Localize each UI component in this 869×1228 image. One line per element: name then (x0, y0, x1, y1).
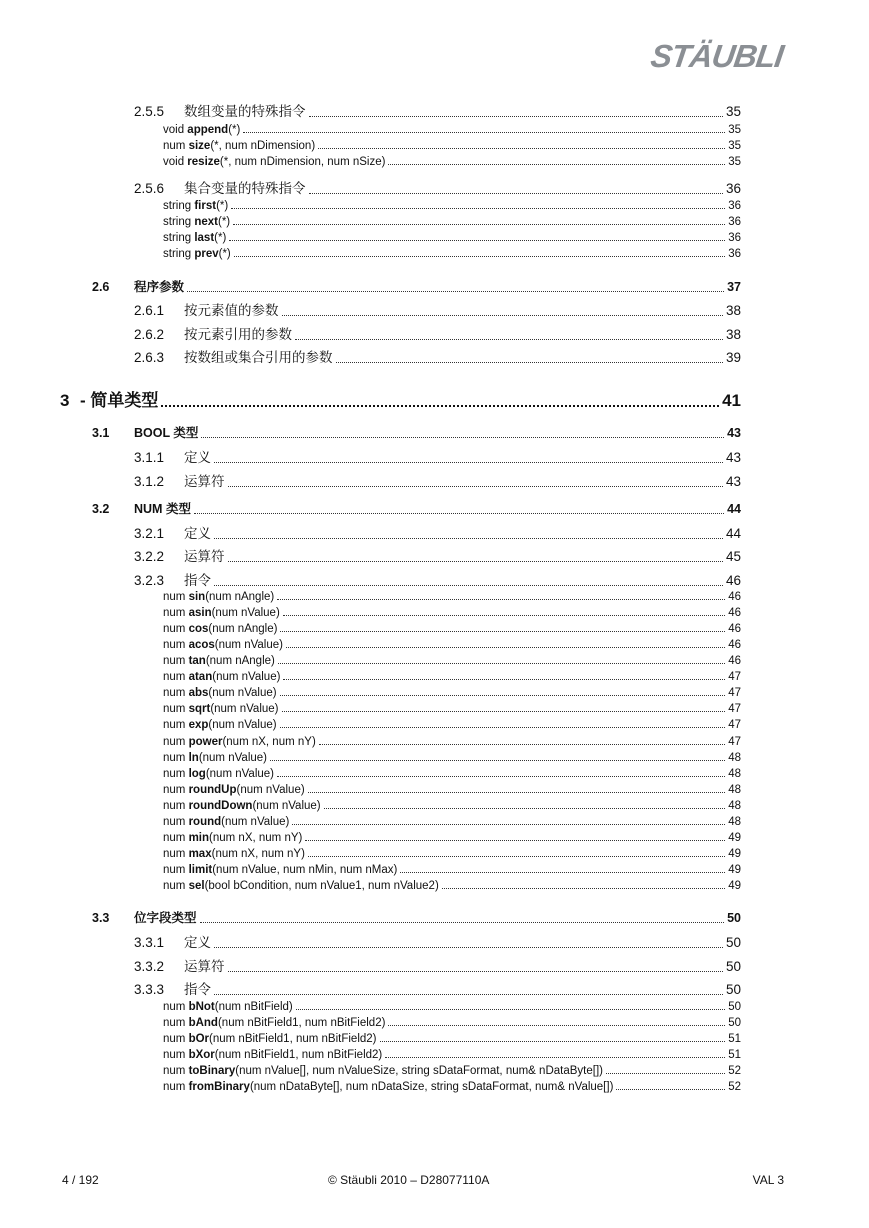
toc-entry-title: num abs(num nValue) (163, 687, 277, 699)
toc-entry-number: 3.2.3 (134, 573, 165, 588)
toc-entry-page: 36 (728, 216, 741, 228)
toc-entry-title: 定义 (184, 935, 211, 950)
toc-entry[interactable] (163, 816, 741, 828)
toc-dot-leader (228, 486, 723, 487)
toc-dot-leader (270, 760, 725, 761)
toc-entry-number: 2.6 (92, 280, 110, 294)
toc-entry[interactable] (134, 323, 741, 343)
toc-entry[interactable] (163, 800, 741, 812)
toc-entry-page: 50 (725, 935, 741, 950)
toc-dot-leader (231, 208, 725, 209)
toc-dot-leader (318, 148, 725, 149)
toc-dot-leader (277, 776, 725, 777)
toc-entry-page: 35 (725, 104, 741, 119)
toc-dot-leader (388, 164, 725, 165)
toc-entry-title: num roundDown(num nValue) (163, 800, 321, 812)
toc-entry-number: 2.6.1 (134, 303, 165, 318)
toc-entry-title: 程序参数 (134, 280, 185, 294)
toc-dot-leader (305, 840, 725, 841)
toc-entry-page: 36 (728, 200, 741, 212)
toc-dot-leader (286, 647, 725, 648)
toc-entry[interactable] (163, 864, 741, 876)
toc-entry-number: 2.5.6 (134, 181, 165, 196)
toc-entry[interactable] (134, 100, 741, 120)
toc-entry-title: NUM 类型 (134, 502, 191, 516)
toc-entry-page: 45 (725, 549, 741, 564)
toc-dot-leader (295, 339, 723, 340)
toc-entry-page: 39 (725, 350, 741, 365)
toc-dot-leader (229, 240, 725, 241)
toc-entry-number: 3.3 (92, 911, 110, 925)
toc-dot-leader (280, 695, 726, 696)
toc-entry-number: 3.2 (92, 502, 110, 516)
toc-entry-title: void append(*) (163, 124, 241, 136)
toc-entry-title: 运算符 (184, 549, 225, 564)
toc-entry-page: 46 (728, 607, 741, 619)
toc-entry-title: string first(*) (163, 200, 229, 212)
toc-dot-leader (380, 1041, 726, 1042)
toc-dot-leader (280, 631, 725, 632)
toc-dot-leader (336, 362, 723, 363)
toc-dot-leader (319, 744, 725, 745)
toc-entry[interactable] (163, 1065, 741, 1077)
toc-entry[interactable] (163, 591, 741, 603)
toc-entry-page: 48 (728, 784, 741, 796)
toc-entry-page: 49 (728, 848, 741, 860)
toc-entry-title: 按数组或集合引用的参数 (184, 350, 333, 365)
toc-dot-leader (282, 315, 723, 316)
toc-dot-leader (243, 132, 725, 133)
toc-entry[interactable] (163, 752, 741, 764)
toc-entry-title: num bOr(num nBitField1, num nBitField2) (163, 1033, 377, 1045)
toc-entry-title: BOOL 类型 (134, 426, 199, 440)
toc-entry-number: 3.1.1 (134, 450, 165, 465)
toc-entry[interactable] (134, 931, 741, 951)
toc-entry[interactable] (163, 216, 741, 228)
toc-entry[interactable] (163, 719, 741, 731)
toc-entry-number: 3.1.2 (134, 474, 165, 489)
toc-entry-title: num min(num nX, num nY) (163, 832, 303, 844)
toc-entry-title: num max(num nX, num nY) (163, 848, 305, 860)
toc-entry-page: 38 (725, 327, 741, 342)
toc-entry-page: 51 (728, 1033, 741, 1045)
toc-entry-title: 定义 (184, 450, 211, 465)
toc-entry-page: 48 (728, 816, 741, 828)
toc-dot-leader (228, 561, 723, 562)
toc-entry-number: 2.6.2 (134, 327, 165, 342)
toc-entry-number: 3.3.2 (134, 959, 165, 974)
toc-dot-leader (388, 1025, 725, 1026)
toc-entry-page: 35 (728, 156, 741, 168)
toc-entry[interactable] (163, 784, 741, 796)
toc-entry-title: num cos(num nAngle) (163, 623, 278, 635)
toc-entry[interactable] (163, 639, 741, 651)
toc-entry[interactable] (163, 703, 741, 715)
toc-dot-leader (308, 792, 726, 793)
toc-entry-page: 46 (728, 655, 741, 667)
toc-entry[interactable] (163, 200, 741, 212)
toc-entry[interactable] (163, 736, 741, 748)
toc-entry-page: 49 (728, 864, 741, 876)
toc-entry-title: num bAnd(num nBitField1, num nBitField2) (163, 1017, 386, 1029)
toc-entry-title: num asin(num nValue) (163, 607, 280, 619)
toc-entry[interactable] (163, 232, 741, 244)
toc-dot-leader (309, 193, 723, 194)
toc-entry[interactable] (134, 446, 741, 466)
toc-entry[interactable] (163, 768, 741, 780)
toc-entry[interactable] (134, 177, 741, 197)
toc-dot-leader (200, 922, 725, 923)
toc-entry[interactable] (163, 671, 741, 683)
toc-entry-title: 定义 (184, 526, 211, 541)
toc-entry-title: num roundUp(num nValue) (163, 784, 305, 796)
toc-entry[interactable] (92, 423, 741, 441)
toc-entry-title: void resize(*, num nDimension, num nSize) (163, 156, 386, 168)
toc-entry-title: num size(*, num nDimension) (163, 140, 316, 152)
toc-entry-title: 集合变量的特殊指令 (184, 181, 306, 196)
toc-entry-page: 50 (727, 911, 741, 925)
toc-entry-page: 50 (725, 982, 741, 997)
toc-entry-page: 48 (728, 752, 741, 764)
toc-dot-leader (616, 1089, 725, 1090)
toc-entry[interactable] (163, 1001, 741, 1013)
toc-entry-number: 3.1 (92, 426, 110, 440)
toc-entry-page: 50 (725, 959, 741, 974)
toc-entry-title: num limit(num nValue, num nMin, num nMax) (163, 864, 398, 876)
toc-entry[interactable] (163, 687, 741, 699)
toc-entry-page: 46 (728, 639, 741, 651)
toc-dot-leader (296, 1009, 725, 1010)
toc-entry[interactable] (134, 299, 741, 319)
toc-dot-leader (308, 856, 725, 857)
toc-entry-title: num sin(num nAngle) (163, 591, 275, 603)
footer-product: VAL 3 (752, 1173, 784, 1187)
toc-dot-leader (214, 947, 723, 948)
toc-dot-leader (277, 599, 725, 600)
toc-entry-title: num log(num nValue) (163, 768, 275, 780)
toc-entry-page: 48 (728, 800, 741, 812)
toc-entry-number: 3.2.1 (134, 526, 165, 541)
toc-entry[interactable] (134, 346, 741, 366)
toc-entry-page: 47 (728, 736, 741, 748)
toc-entry-page: 50 (728, 1001, 741, 1013)
toc-entry[interactable] (163, 140, 741, 152)
toc-dot-leader (292, 824, 725, 825)
toc-entry[interactable] (163, 124, 741, 136)
footer-page-number: 4 / 192 (62, 1173, 99, 1187)
toc-entry-page: 47 (728, 671, 741, 683)
toc-entry-page: 38 (725, 303, 741, 318)
toc-entry-number: 3.3.3 (134, 982, 165, 997)
toc-entry[interactable] (163, 1049, 741, 1061)
toc-entry-title: 指令 (184, 573, 211, 588)
toc-entry[interactable] (163, 248, 741, 260)
toc-entry-title: 按元素值的参数 (184, 303, 279, 318)
toc-entry-page: 35 (728, 140, 741, 152)
toc-dot-leader (324, 808, 726, 809)
toc-entry[interactable] (163, 1081, 741, 1093)
footer-copyright: © Stäubli 2010 – D28077110A (328, 1173, 490, 1187)
toc-entry-title: num sqrt(num nValue) (163, 703, 279, 715)
toc-entry-title: 指令 (184, 982, 211, 997)
toc-entry[interactable] (163, 1033, 741, 1045)
toc-entry[interactable] (134, 470, 741, 490)
toc-entry-title: - 简单类型 (80, 391, 159, 410)
toc-entry[interactable] (163, 655, 741, 667)
toc-entry[interactable] (92, 908, 741, 926)
toc-entry[interactable] (163, 156, 741, 168)
toc-entry-page: 36 (728, 248, 741, 260)
toc-entry-number: 3.3.1 (134, 935, 165, 950)
toc-dot-leader (228, 971, 723, 972)
toc-entry-page: 43 (727, 426, 741, 440)
toc-entry-page: 36 (725, 181, 741, 196)
toc-dot-leader (385, 1057, 725, 1058)
toc-entry-page: 43 (725, 450, 741, 465)
toc-entry-title: num sel(bool bCondition, num nValue1, num nValue2) (163, 880, 439, 892)
toc-dot-leader (400, 872, 725, 873)
toc-entry-number: 2.5.5 (134, 104, 165, 119)
toc-entry-number: 2.6.3 (134, 350, 165, 365)
toc-entry[interactable] (134, 522, 741, 542)
toc-dot-leader (201, 437, 724, 438)
toc-dot-leader (214, 994, 723, 995)
toc-entry-title: 按元素引用的参数 (184, 327, 292, 342)
toc-entry-title: num power(num nX, num nY) (163, 736, 316, 748)
toc-entry-page: 46 (728, 591, 741, 603)
toc-entry-page: 48 (728, 768, 741, 780)
toc-entry-page: 51 (728, 1049, 741, 1061)
staubli-logo: STÄUBLI (648, 38, 786, 74)
toc-entry[interactable] (134, 955, 741, 975)
toc-entry-title: num ln(num nValue) (163, 752, 267, 764)
toc-entry[interactable] (92, 277, 741, 295)
toc-entry-page: 37 (727, 280, 741, 294)
toc-entry-number: 3 (60, 391, 70, 410)
toc-entry-title: num bNot(num nBitField) (163, 1001, 293, 1013)
toc-entry[interactable] (163, 623, 741, 635)
toc-dot-leader (234, 256, 725, 257)
toc-entry-page: 47 (728, 687, 741, 699)
toc-entry-page: 52 (728, 1065, 741, 1077)
toc-dot-leader (194, 513, 724, 514)
toc-entry-page: 49 (728, 832, 741, 844)
toc-entry-title: num tan(num nAngle) (163, 655, 275, 667)
toc-dot-leader (214, 462, 723, 463)
toc-entry-title: num acos(num nValue) (163, 639, 283, 651)
toc-entry-title: string prev(*) (163, 248, 231, 260)
toc-dot-leader (161, 405, 719, 407)
toc-entry[interactable] (163, 1017, 741, 1029)
toc-entry-page: 44 (725, 526, 741, 541)
toc-entry-page: 46 (728, 623, 741, 635)
toc-dot-leader (283, 615, 725, 616)
toc-entry-title: num toBinary(num nValue[], num nValueSize, string sDataFormat, num& nDataByte[]) (163, 1065, 603, 1077)
toc-dot-leader (309, 116, 723, 117)
toc-entry[interactable] (134, 978, 741, 998)
toc-entry-page: 46 (725, 573, 741, 588)
toc-entry[interactable] (163, 607, 741, 619)
toc-entry-title: string last(*) (163, 232, 227, 244)
toc-entry-title: num bXor(num nBitField1, num nBitField2) (163, 1049, 383, 1061)
toc-entry-title: num atan(num nValue) (163, 671, 281, 683)
toc-entry-page: 52 (728, 1081, 741, 1093)
toc-entry[interactable] (163, 832, 741, 844)
toc-entry[interactable] (92, 499, 741, 517)
toc-entry-page: 47 (728, 719, 741, 731)
toc-dot-leader (214, 538, 723, 539)
toc-dot-leader (442, 888, 725, 889)
toc-entry-title: num fromBinary(num nDataByte[], num nDataSize, string sDataFormat, num& nValue[]) (163, 1081, 614, 1093)
toc-entry-page: 50 (728, 1017, 741, 1029)
toc-entry-title: num round(num nValue) (163, 816, 290, 828)
toc-entry-page: 44 (727, 502, 741, 516)
toc-dot-leader (606, 1073, 725, 1074)
toc-dot-leader (280, 727, 726, 728)
toc-entry-title: num exp(num nValue) (163, 719, 277, 731)
toc-entry-page: 36 (728, 232, 741, 244)
toc-entry[interactable] (163, 848, 741, 860)
toc-entry[interactable] (134, 545, 741, 565)
toc-entry-title: 运算符 (184, 959, 225, 974)
toc-entry[interactable] (134, 569, 741, 589)
toc-entry-page: 49 (728, 880, 741, 892)
toc-entry-title: 运算符 (184, 474, 225, 489)
toc-entry-page: 47 (728, 703, 741, 715)
toc-dot-leader (278, 663, 725, 664)
toc-dot-leader (233, 224, 725, 225)
toc-entry[interactable] (60, 386, 741, 411)
toc-entry-title: 数组变量的特殊指令 (184, 104, 306, 119)
toc-dot-leader (283, 679, 725, 680)
toc-entry-page: 41 (722, 391, 741, 410)
toc-entry-page: 43 (725, 474, 741, 489)
toc-entry-title: 位字段类型 (134, 911, 197, 925)
toc-entry-number: 3.2.2 (134, 549, 165, 564)
toc-entry[interactable] (163, 880, 741, 892)
toc-dot-leader (282, 711, 726, 712)
toc-entry-title: string next(*) (163, 216, 231, 228)
toc-dot-leader (187, 291, 724, 292)
toc-dot-leader (214, 585, 723, 586)
toc-entry-page: 35 (728, 124, 741, 136)
